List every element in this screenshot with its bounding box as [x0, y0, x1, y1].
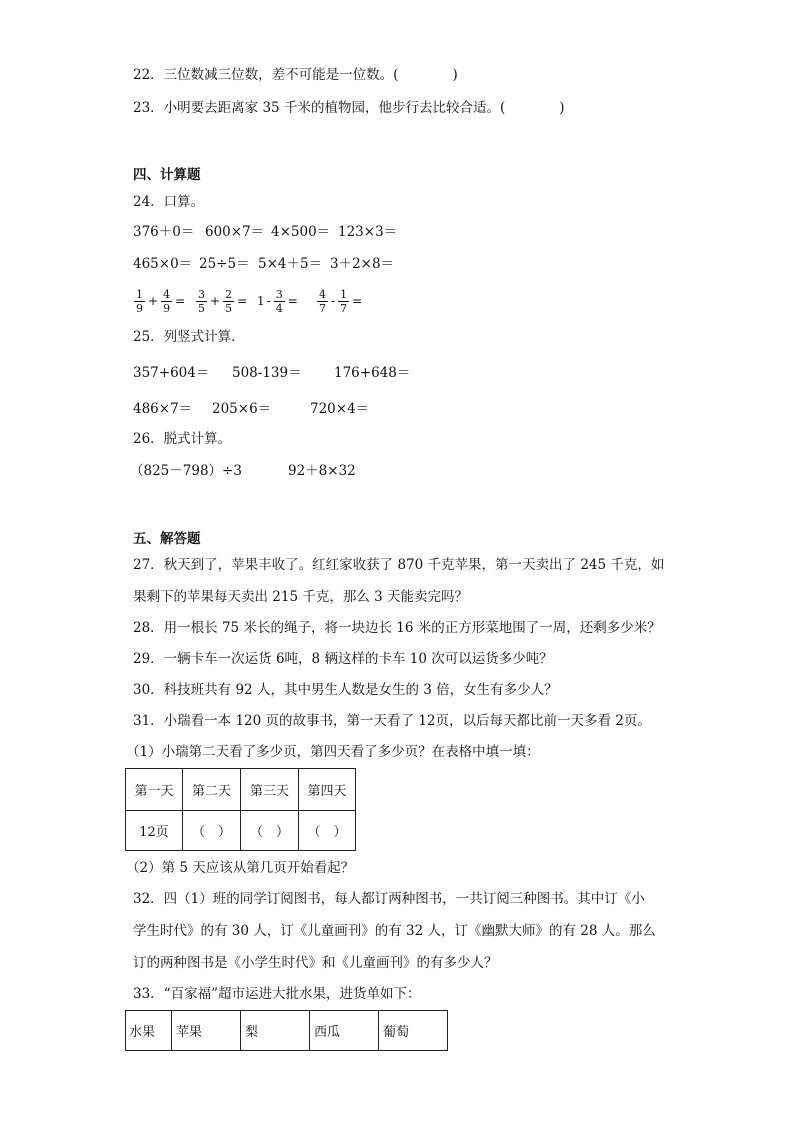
vertical-calc-2: 508-139＝ [232, 365, 302, 381]
table-cell-day-3[interactable]: （ ） [241, 811, 299, 851]
oral-calc-6: 25÷5＝ [199, 256, 250, 272]
question-22: 22．三位数减三位数，差不可能是一位数。( ) [133, 67, 458, 83]
question-26: 26．脱式计算。 [133, 431, 232, 447]
question-33: 33．“百家福”超市运进大批水果，进货单如下： [133, 986, 421, 1002]
section-5-title: 五、解答题 [133, 531, 201, 547]
question-27-line-1: 27．秋天到了，苹果丰收了。红红家收获了 870 千克苹果，第一天卖出了 245 千克，如 [133, 557, 665, 573]
table-header-fruit: 水果 [126, 1011, 172, 1051]
question-28: 28．用一根长 75 米长的绳子，将一块边长 16 米的正方形菜地围了一周，还剩多少米？ [133, 620, 661, 636]
table-header-day-3: 第三天 [241, 769, 299, 811]
reading-pages-table [125, 768, 356, 851]
oral-calc-5: 465×0＝ [133, 256, 193, 272]
question-24: 24．口算。 [133, 194, 205, 210]
question-32-line-1: 32．四（1）班的同学订阅图书，每人都订两种图书，一共订阅三种图书。其中订《小 [133, 891, 645, 907]
table-header-day-1: 第一天 [126, 769, 183, 811]
question-32-line-2: 学生时代》的有 30 人，订《儿童画刊》的有 32 人，订《幽默大师》的有 28 人。那么 [133, 923, 656, 939]
question-29: 29．一辆卡车一次运货 6吨，8 辆这样的卡车 10 次可以运货多少吨？ [133, 651, 553, 667]
table-cell-day-1: 12页 [126, 811, 183, 851]
oral-calc-3: 4×500＝ [271, 224, 331, 240]
table-cell-day-2[interactable]: （ ） [183, 811, 241, 851]
question-31-part-2: （2）第 5 天应该从第几页开始看起？ [126, 860, 355, 876]
table-header-apple: 苹果 [172, 1011, 241, 1051]
fruit-order-table [125, 1010, 448, 1051]
table-header-grape: 葡萄 [379, 1011, 448, 1051]
oral-calc-2: 600×7＝ [205, 224, 265, 240]
vertical-calc-5: 205×6＝ [212, 401, 272, 417]
table-header-watermelon: 西瓜 [310, 1011, 379, 1051]
section-4-title: 四、计算题 [133, 167, 201, 183]
question-23: 23．小明要去距离家 35 千米的植物园，他步行去比较合适。( ) [133, 100, 565, 116]
oral-calc-8: 3＋2×8＝ [330, 256, 395, 272]
oral-calc-4: 123×3＝ [338, 224, 398, 240]
fraction-expr-1: $\frac{1}{9}$ + $\frac{4}{9}$ = [136, 287, 186, 315]
oral-calc-1: 376＋0＝ [133, 224, 195, 240]
vertical-calc-6: 720×4＝ [310, 401, 370, 417]
question-31-part-1: （1）小瑞第二天看了多少页，第四天看了多少页？在表格中填一填： [126, 744, 540, 760]
question-32-line-3: 订的两种图书是《小学生时代》和《儿童画刊》的有多少人？ [133, 955, 498, 971]
step-calc-1: （825－798）÷3 [130, 463, 242, 479]
table-header-pear: 梨 [241, 1011, 310, 1051]
step-calc-2: 92＋8×32 [288, 463, 356, 479]
fraction-expr-3: 1 - $\frac{3}{4}$ = [257, 287, 298, 315]
vertical-calc-3: 176+648＝ [334, 365, 411, 381]
vertical-calc-4: 486×7＝ [133, 401, 193, 417]
question-31: 31．小瑞看一本 120 页的故事书，第一天看了 12页，以后每天都比前一天多看 2页。 [133, 713, 651, 729]
question-27-line-2: 果剩下的苹果每天卖出 215 千克，那么 3 天能卖完吗？ [133, 589, 469, 605]
vertical-calc-1: 357+604＝ [133, 365, 210, 381]
table-cell-day-4[interactable]: （ ） [299, 811, 356, 851]
fraction-expr-4: $\frac{4}{7}$ - $\frac{1}{7}$ = [319, 287, 363, 315]
question-30: 30．科技班共有 92 人，其中男生人数是女生的 3 倍，女生有多少人？ [133, 682, 558, 698]
oral-calc-7: 5×4＋5＝ [258, 256, 323, 272]
fraction-expr-2: $\frac{3}{5}$ + $\frac{2}{5}$ = [198, 287, 248, 315]
table-header-day-4: 第四天 [299, 769, 356, 811]
question-25: 25．列竖式计算． [133, 329, 245, 345]
table-header-day-2: 第二天 [183, 769, 241, 811]
